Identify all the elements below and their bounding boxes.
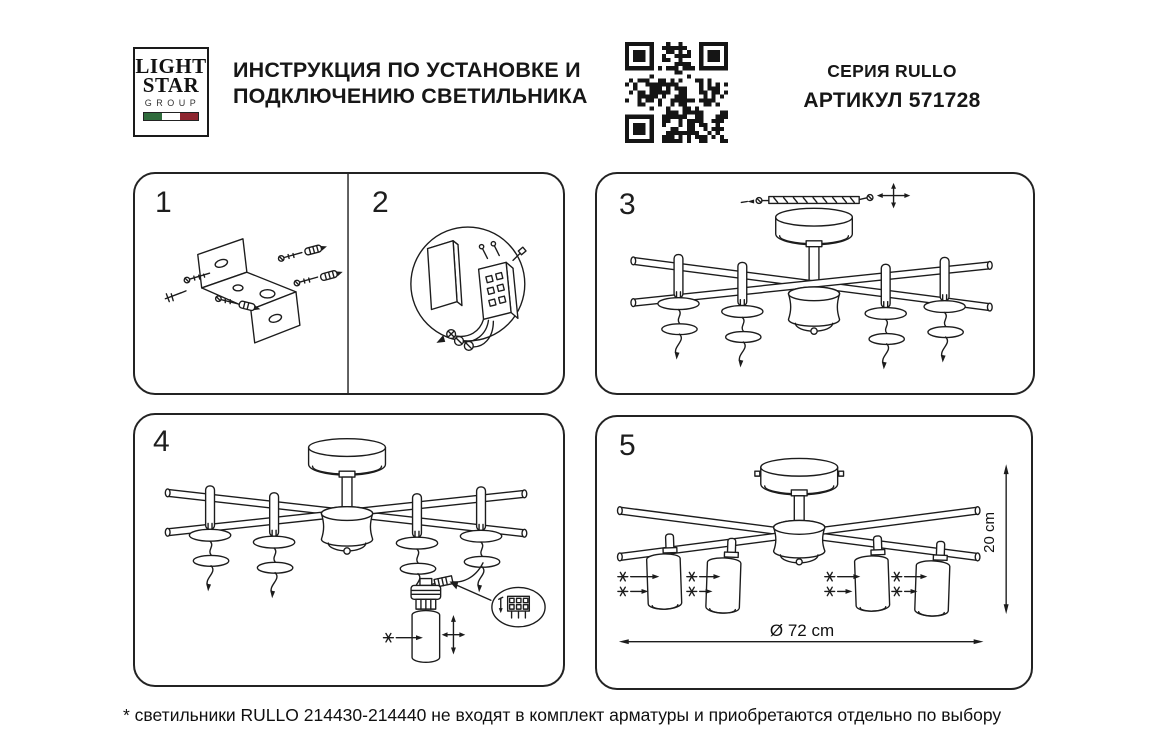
step-number-4: 4 (153, 425, 170, 458)
mounting-bar-drawing (741, 183, 910, 209)
logo-word: STAR (142, 73, 200, 97)
lightstar-logo (133, 47, 209, 137)
logo-group-word: GROUP (144, 98, 201, 108)
series-article-block (768, 61, 1016, 113)
height-dimension-label: 20 cm (981, 512, 998, 553)
hub-drawing (321, 507, 372, 554)
step-5-illustration (597, 417, 1031, 688)
series-label: СЕРИЯ RULLO (827, 61, 957, 81)
step-number-5: 5 (619, 429, 636, 462)
step-4-illustration (135, 415, 563, 685)
page-title (233, 57, 623, 109)
terminal-callout-drawing (450, 582, 546, 627)
step-1-2-illustration (135, 174, 563, 393)
hub-drawing (788, 287, 839, 334)
height-dimension-arrow (1004, 464, 1009, 614)
logo-word: LIGHT (135, 54, 207, 78)
title-line-2: ПОДКЛЮЧЕНИЮ СВЕТИЛЬНИКА (233, 84, 588, 108)
footnote-text: * светильники RULLO 214430-214440 не входят в комплект арматуры и приобретаются отдельно по выбору (123, 705, 1002, 725)
panel-step-1-2 (133, 172, 565, 395)
canopy-drawing (309, 439, 386, 475)
hub-drawing (774, 520, 825, 564)
mounting-bracket-drawing (198, 239, 300, 343)
screw-icon (165, 291, 186, 302)
panel-step-5 (595, 415, 1033, 690)
diameter-dimension-label: Ø 72 cm (769, 621, 835, 640)
title-line-1: ИНСТРУКЦИЯ ПО УСТАНОВКЕ И (233, 58, 581, 82)
adjust-arrows-icon (877, 183, 910, 209)
lamp-socket-drawing (411, 579, 441, 663)
qr-code-icon (625, 42, 728, 143)
article-label: АРТИКУЛ 571728 (803, 89, 981, 112)
panel-step-3 (595, 172, 1035, 395)
move-arrows-icon (442, 615, 466, 654)
canopy-drawing (776, 208, 853, 244)
step-3-illustration (597, 174, 1033, 393)
italian-flag-icon (143, 112, 199, 121)
step-number-3: 3 (619, 188, 636, 221)
step-number-2: 2 (372, 186, 389, 219)
wiring-detail-drawing (411, 227, 526, 350)
step-number-1: 1 (155, 186, 172, 219)
panel-step-4 (133, 413, 565, 687)
